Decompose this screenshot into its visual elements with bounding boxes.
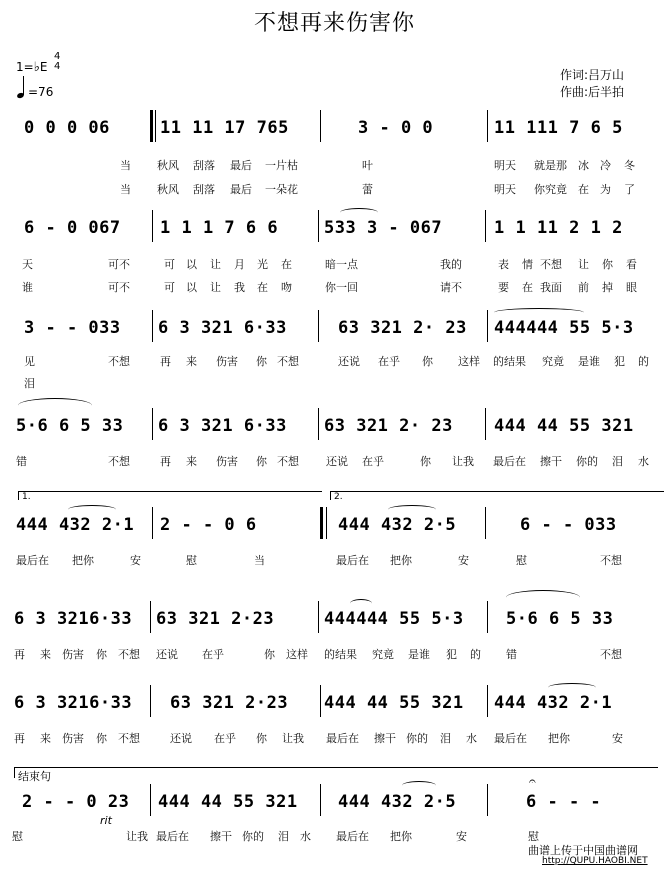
lyric: 最后在 bbox=[336, 554, 369, 567]
lyric: 犯 bbox=[446, 648, 457, 661]
lyric: 冰 bbox=[578, 159, 589, 172]
time-top: 4 bbox=[54, 51, 61, 62]
lyric: 秋风 bbox=[157, 159, 179, 172]
lyric: 慰 bbox=[516, 554, 527, 567]
measure: 11 11 17 765 bbox=[160, 118, 289, 138]
measure: 2 - - 0 6 bbox=[160, 515, 257, 535]
lyric: 这样 bbox=[458, 355, 480, 368]
lyric: 你 bbox=[602, 258, 613, 271]
lyric: 你 bbox=[96, 732, 107, 745]
measure: 2 - - 0 23 bbox=[22, 792, 130, 812]
lyric: 要 bbox=[498, 281, 509, 294]
repeat-start-barline bbox=[150, 110, 153, 142]
lyric: 还说 bbox=[326, 455, 348, 468]
time-bottom: 4 bbox=[54, 61, 61, 72]
lyric: 当 bbox=[120, 159, 131, 172]
second-ending-bracket: 2. bbox=[330, 491, 664, 500]
lyric: 犯 bbox=[614, 355, 625, 368]
measure: 63 321 2·23 bbox=[156, 609, 275, 629]
lyric: 让 bbox=[578, 258, 589, 271]
lyric: 这样 bbox=[286, 648, 308, 661]
lyric: 你 bbox=[256, 732, 267, 745]
barline bbox=[318, 601, 319, 633]
lyric: 擦干 bbox=[540, 455, 562, 468]
lyric: 当 bbox=[254, 554, 265, 567]
site-watermark: 曲谱上传于中国曲谱网 bbox=[528, 844, 638, 857]
lyric: 在乎 bbox=[202, 648, 224, 661]
lyric: 情 bbox=[522, 258, 533, 271]
key-prefix: 1= bbox=[16, 60, 34, 74]
lyric: 请不 bbox=[440, 281, 462, 294]
lyric: 表 bbox=[498, 258, 509, 271]
lyric: 在 bbox=[281, 258, 292, 271]
lyric: 把你 bbox=[72, 554, 94, 567]
lyric: 不想 bbox=[540, 258, 562, 271]
lyric: 蕾 bbox=[362, 183, 373, 196]
barline bbox=[320, 784, 321, 816]
key-signature bbox=[16, 60, 47, 75]
lyric: 究竟 bbox=[542, 355, 564, 368]
lyric: 冷 bbox=[600, 159, 611, 172]
measure: 444 44 55 321 bbox=[494, 416, 634, 436]
lyric: 最后 bbox=[230, 183, 252, 196]
lyric: 眼 bbox=[626, 281, 637, 294]
lyric: 安 bbox=[612, 732, 623, 745]
barline bbox=[152, 210, 153, 242]
measure: 444 432 2·5 bbox=[338, 792, 457, 812]
lyric: 最后在 bbox=[156, 830, 189, 843]
lyric: 看 bbox=[626, 258, 637, 271]
lyric: 最后在 bbox=[326, 732, 359, 745]
measure: 1 1 11 2 1 2 bbox=[494, 218, 623, 238]
lyric: 来 bbox=[186, 455, 197, 468]
lyric: 让我 bbox=[282, 732, 304, 745]
lyric: 究竟 bbox=[372, 648, 394, 661]
slur-tie bbox=[402, 781, 436, 790]
lyric: 擦干 bbox=[374, 732, 396, 745]
lyric: 最后在 bbox=[493, 455, 526, 468]
lyric: 见 bbox=[24, 355, 35, 368]
lyric: 来 bbox=[40, 648, 51, 661]
slur-tie bbox=[68, 505, 116, 514]
lyric: 月 bbox=[234, 258, 245, 271]
slur-tie bbox=[506, 590, 580, 605]
lyric: 叶 bbox=[362, 159, 373, 172]
lyric: 谁 bbox=[22, 281, 33, 294]
lyric: 你的 bbox=[242, 830, 264, 843]
measure: 444 44 55 321 bbox=[158, 792, 298, 812]
lyric: 不想 bbox=[108, 355, 130, 368]
measure: 5·6 6 5 33 bbox=[506, 609, 614, 629]
measure: 6 - 0 067 bbox=[24, 218, 121, 238]
lyric: 不想 bbox=[118, 732, 140, 745]
lyric: 以 bbox=[186, 258, 197, 271]
slur-tie bbox=[494, 308, 584, 317]
measure: 6 3 321 6·33 bbox=[158, 416, 287, 436]
measure: 6 - - 033 bbox=[520, 515, 617, 535]
barline bbox=[318, 210, 319, 242]
lyric: 把你 bbox=[548, 732, 570, 745]
song-title: 不想再来伤害你 bbox=[253, 11, 415, 36]
quarter-note-stem bbox=[23, 76, 24, 95]
barline bbox=[485, 507, 486, 539]
lyric: 秋风 bbox=[157, 183, 179, 196]
lyric: 慰 bbox=[186, 554, 197, 567]
barline bbox=[318, 310, 319, 342]
slur-tie bbox=[340, 208, 378, 217]
lyric: 最后在 bbox=[494, 732, 527, 745]
barline bbox=[487, 110, 488, 142]
slur-tie bbox=[388, 505, 436, 514]
lyric: 不想 bbox=[118, 648, 140, 661]
lyric: 冬 bbox=[624, 159, 635, 172]
barline bbox=[318, 408, 319, 440]
lyric: 再 bbox=[14, 648, 25, 661]
lyric: 你 bbox=[256, 455, 267, 468]
lyric: 还说 bbox=[170, 732, 192, 745]
lyric: 在 bbox=[257, 281, 268, 294]
measure: 3 - - 033 bbox=[24, 318, 121, 338]
ending-section-label: 结束句 bbox=[18, 770, 51, 783]
lyric: 再 bbox=[160, 355, 171, 368]
lyric: 你的 bbox=[576, 455, 598, 468]
lyric: 你一回 bbox=[325, 281, 358, 294]
repeat-end-barline bbox=[320, 507, 323, 539]
flat-symbol: ♭ bbox=[33, 60, 40, 75]
lyric: 错 bbox=[506, 648, 517, 661]
lyric: 最后在 bbox=[16, 554, 49, 567]
lyric: 把你 bbox=[390, 830, 412, 843]
lyric: 安 bbox=[130, 554, 141, 567]
lyric: 把你 bbox=[390, 554, 412, 567]
lyric: 在乎 bbox=[378, 355, 400, 368]
barline bbox=[155, 110, 156, 142]
measure: 0 0 0 06 bbox=[24, 118, 110, 138]
measure: 444 432 2·1 bbox=[494, 693, 613, 713]
lyric: 伤害 bbox=[62, 732, 84, 745]
lyric: 你 bbox=[96, 648, 107, 661]
lyric: 明天 bbox=[494, 159, 516, 172]
slur-tie bbox=[350, 599, 372, 608]
lyric: 的 bbox=[638, 355, 649, 368]
lyric: 可 bbox=[164, 258, 175, 271]
lyric: 在乎 bbox=[214, 732, 236, 745]
lyric: 光 bbox=[257, 258, 268, 271]
lyric: 的结果 bbox=[324, 648, 357, 661]
lyric: 就是那 bbox=[534, 159, 567, 172]
composer: 作曲:后半拍 bbox=[560, 85, 625, 99]
lyric: 的 bbox=[470, 648, 481, 661]
barline bbox=[152, 408, 153, 440]
lyric: 刮落 bbox=[193, 159, 215, 172]
lyric: 一朵花 bbox=[265, 183, 298, 196]
measure: 444 432 2·5 bbox=[338, 515, 457, 535]
lyric: 错 bbox=[16, 455, 27, 468]
lyric: 伤害 bbox=[62, 648, 84, 661]
measure: 6 3 3216·33 bbox=[14, 609, 133, 629]
lyric: 来 bbox=[186, 355, 197, 368]
barline bbox=[487, 601, 488, 633]
lyric: 不想 bbox=[277, 455, 299, 468]
lyric: 还说 bbox=[338, 355, 360, 368]
time-signature bbox=[54, 52, 60, 72]
lyric: 以 bbox=[186, 281, 197, 294]
lyric: 水 bbox=[300, 830, 311, 843]
lyric: 的结果 bbox=[493, 355, 526, 368]
barline bbox=[152, 310, 153, 342]
lyric: 水 bbox=[466, 732, 477, 745]
ending-section-bracket bbox=[14, 767, 658, 783]
slur-tie bbox=[548, 683, 596, 692]
lyric: 我 bbox=[234, 281, 245, 294]
lyric: 来 bbox=[40, 732, 51, 745]
lyric: 不想 bbox=[108, 455, 130, 468]
site-url[interactable]: http://QUPU.HAOBI.NET bbox=[542, 856, 648, 866]
lyricist: 作词:吕万山 bbox=[560, 68, 625, 82]
barline bbox=[487, 784, 488, 816]
lyric: 还说 bbox=[156, 648, 178, 661]
lyric: 不想 bbox=[600, 554, 622, 567]
barline bbox=[320, 685, 321, 717]
lyric: 掉 bbox=[602, 281, 613, 294]
lyric: 不想 bbox=[600, 648, 622, 661]
fermata-icon: 𝄐 bbox=[529, 774, 536, 788]
barline bbox=[326, 507, 327, 539]
measure: 533 3 - 067 bbox=[324, 218, 443, 238]
measure: 5·6 6 5 33 bbox=[16, 416, 124, 436]
lyric: 前 bbox=[578, 281, 589, 294]
lyric: 你 bbox=[422, 355, 433, 368]
barline bbox=[487, 685, 488, 717]
lyric: 为 bbox=[600, 183, 611, 196]
lyric: 你 bbox=[420, 455, 431, 468]
barline bbox=[487, 310, 488, 342]
measure: 444 432 2·1 bbox=[16, 515, 135, 535]
measure: 6 3 321 6·33 bbox=[158, 318, 287, 338]
lyric: 了 bbox=[624, 183, 635, 196]
slur-tie bbox=[18, 398, 92, 413]
lyric: 再 bbox=[160, 455, 171, 468]
lyric: 天 bbox=[22, 258, 33, 271]
lyric: 泪 bbox=[24, 377, 35, 390]
measure: 6 3 3216·33 bbox=[14, 693, 133, 713]
barline bbox=[150, 601, 151, 633]
lyric: 最后 bbox=[230, 159, 252, 172]
key-letter: E bbox=[39, 60, 48, 74]
lyric: 再 bbox=[14, 732, 25, 745]
lyric: 伤害 bbox=[216, 355, 238, 368]
lyric: 一片枯 bbox=[265, 159, 298, 172]
lyric: 安 bbox=[458, 554, 469, 567]
lyric: 慰 bbox=[12, 830, 23, 843]
lyric: 不想 bbox=[277, 355, 299, 368]
lyric: 你 bbox=[256, 355, 267, 368]
lyric: 我的 bbox=[440, 258, 462, 271]
barline bbox=[152, 507, 153, 539]
lyric: 暗一点 bbox=[325, 258, 358, 271]
lyric: 在乎 bbox=[362, 455, 384, 468]
lyric: 是谁 bbox=[578, 355, 600, 368]
lyric: 慰 bbox=[528, 830, 539, 843]
lyric: 明天 bbox=[494, 183, 516, 196]
lyric: 在 bbox=[522, 281, 533, 294]
measure: 63 321 2· 23 bbox=[338, 318, 467, 338]
lyric: 擦干 bbox=[210, 830, 232, 843]
barline bbox=[320, 110, 321, 142]
lyric: 让我 bbox=[452, 455, 474, 468]
lyric: 吻 bbox=[281, 281, 292, 294]
measure: 11 111 7 6 5 bbox=[494, 118, 623, 138]
lyric: 是谁 bbox=[408, 648, 430, 661]
lyric: 泪 bbox=[440, 732, 451, 745]
barline bbox=[150, 784, 151, 816]
measure: 63 321 2· 23 bbox=[324, 416, 453, 436]
lyric: 刮落 bbox=[193, 183, 215, 196]
ritardando-mark: rit bbox=[100, 814, 112, 827]
barline bbox=[150, 685, 151, 717]
measure: 1 1 1 7 6 6 bbox=[160, 218, 279, 238]
measure: 63 321 2·23 bbox=[170, 693, 289, 713]
lyric: 可 bbox=[164, 281, 175, 294]
lyric: 最后在 bbox=[336, 830, 369, 843]
lyric: 让 bbox=[210, 281, 221, 294]
lyric: 水 bbox=[638, 455, 649, 468]
barline bbox=[485, 408, 486, 440]
lyric: 伤害 bbox=[216, 455, 238, 468]
lyric: 我面 bbox=[540, 281, 562, 294]
lyric: 安 bbox=[456, 830, 467, 843]
lyric: 当 bbox=[120, 183, 131, 196]
lyric: 让我 bbox=[126, 830, 148, 843]
lyric: 可不 bbox=[108, 281, 130, 294]
lyric: 可不 bbox=[108, 258, 130, 271]
measure: 444444 55 5·3 bbox=[324, 609, 464, 629]
tempo-value: =76 bbox=[28, 85, 54, 99]
lyric: 你 bbox=[264, 648, 275, 661]
barline bbox=[485, 210, 486, 242]
measure: 444 44 55 321 bbox=[324, 693, 464, 713]
lyric: 泪 bbox=[612, 455, 623, 468]
lyric: 泪 bbox=[278, 830, 289, 843]
first-ending-bracket: 1. bbox=[18, 491, 322, 500]
lyric: 在 bbox=[578, 183, 589, 196]
measure: 3 - 0 0 bbox=[358, 118, 434, 138]
measure: 444444 55 5·3 bbox=[494, 318, 634, 338]
lyric: 让 bbox=[210, 258, 221, 271]
lyric: 你的 bbox=[406, 732, 428, 745]
measure: 6 - - - bbox=[526, 792, 602, 812]
lyric: 你究竟 bbox=[534, 183, 567, 196]
